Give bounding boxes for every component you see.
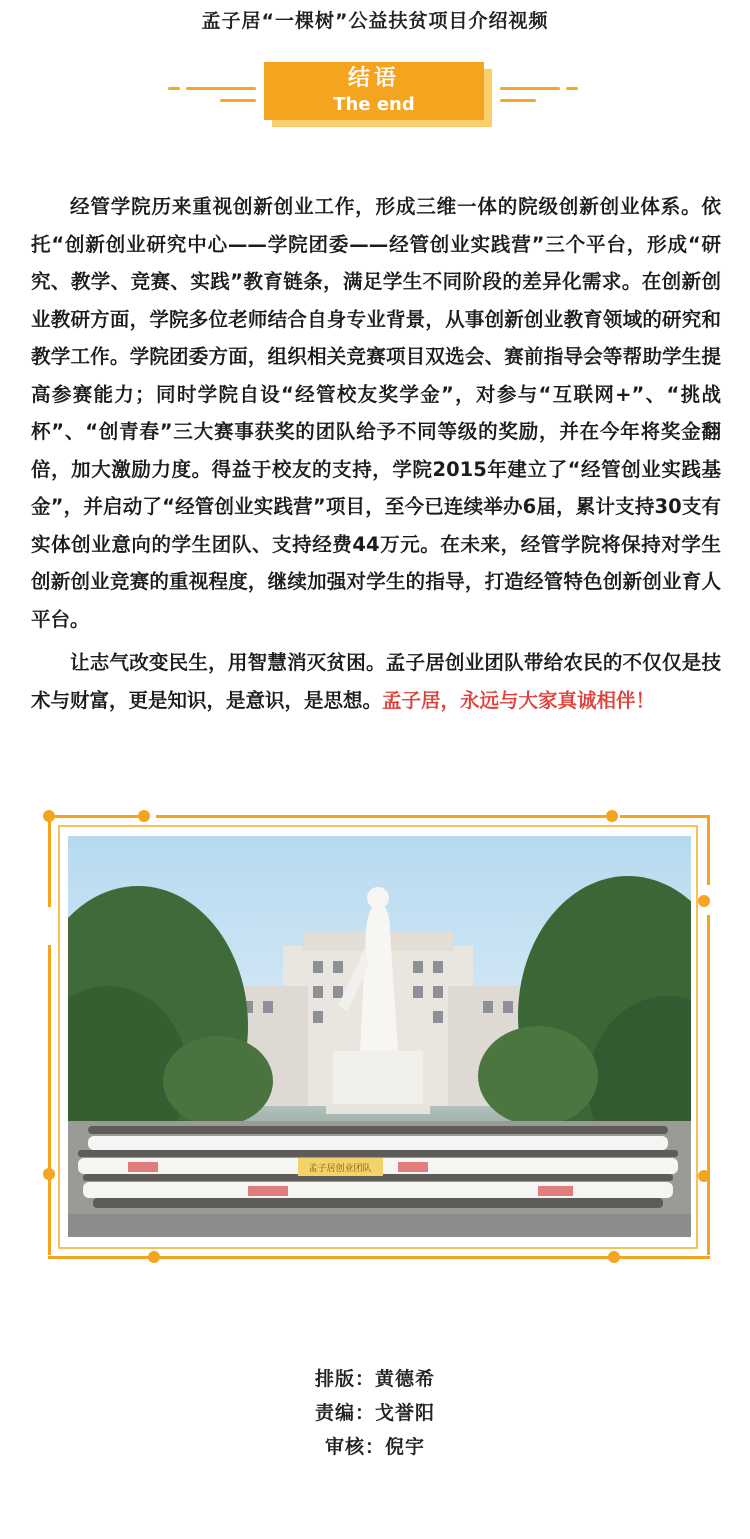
frame-edge xyxy=(48,945,51,1255)
credit-editor: 责编：戈誉阳 xyxy=(314,1402,435,1424)
frame-dot xyxy=(608,1251,620,1263)
credit-review: 审核：倪宇 xyxy=(324,1436,425,1458)
credits xyxy=(0,1362,750,1464)
paragraph: 经管学院历来重视创新创业工作，形成三维一体的院级创新创业体系。依托“创新创业研究中心——学院团委——经管创业实践营”三个平台，形成“研究、教学、竞赛、实践”教育链条，满足学生不同阶段的差异化需求。在创新创业教研方面，学院多位老师结合自身专业背景，从事创新创业教育领域的研究和教学工作。学院团委方面，组织相关竞赛项目双选会、赛前指导会等帮助学生提高参赛能力；同时学院自设“经管校友奖学金”，对参与“互联网+”、“挑战杯”、“创青春”三大赛事获奖的团队给予不同等级的奖励，并在今年将奖金翻倍，加大激励力度。得益于校友的支持，学院2015年建立了“经管创业实践基金”，并启动了“经管创业实践营”项目，至今已连续举办6届，累计支持30支有实体创业意向的学生团队、支持经费44万元。在未来，经管学院将保持对学生创新创业竞赛的重视程度，继续加强对学生的指导，打造经管特色创新创业育人平台。 xyxy=(31,195,721,631)
frame-inner-edge xyxy=(696,825,698,1249)
frame-dot xyxy=(606,810,618,822)
frame-edge xyxy=(707,815,710,885)
frame-dot xyxy=(698,1170,710,1182)
frame-edge xyxy=(48,815,138,818)
frame-inner-edge xyxy=(58,825,698,827)
frame-inner-edge xyxy=(58,825,60,1249)
badge-title-cn: 结语 xyxy=(347,66,400,91)
frame-edge xyxy=(48,815,51,907)
frame-dot xyxy=(138,810,150,822)
group-photo-illustration xyxy=(68,836,691,1237)
decor-line-right-2 xyxy=(500,99,536,102)
photo-banner-text: 孟子居创业团队 xyxy=(308,1164,372,1174)
page-title: 孟子居“一棵树”公益扶贫项目介绍视频 xyxy=(201,10,549,32)
decor-line-right xyxy=(500,87,560,90)
frame-dot xyxy=(148,1251,160,1263)
frame-edge xyxy=(707,915,710,1255)
group-photo xyxy=(68,836,691,1237)
frame-edge xyxy=(156,815,606,818)
frame-dot xyxy=(43,810,55,822)
article-body xyxy=(31,188,721,725)
decor-dash xyxy=(168,87,180,90)
badge-title-en: The end xyxy=(333,94,415,115)
decor-dash xyxy=(566,87,578,90)
closing-highlight: 孟子居，永远与大家真诚相伴！ xyxy=(382,688,656,712)
section-header xyxy=(160,55,590,135)
frame-inner-edge xyxy=(58,1247,698,1249)
section-badge xyxy=(264,62,484,120)
frame-edge xyxy=(620,815,710,818)
closing-paragraph xyxy=(31,644,721,719)
frame-dot xyxy=(43,1168,55,1180)
closing-text: 让志气改变民生，用智慧消灭贫困。孟子居创业团队带给农民的不仅仅是技术与财富，更是知识，是意识，是思想。 xyxy=(31,651,721,712)
credit-layout: 排版：黄德希 xyxy=(314,1368,435,1390)
frame-dot xyxy=(698,895,710,907)
decor-line-left xyxy=(186,87,256,90)
decor-line-left-2 xyxy=(220,99,256,102)
